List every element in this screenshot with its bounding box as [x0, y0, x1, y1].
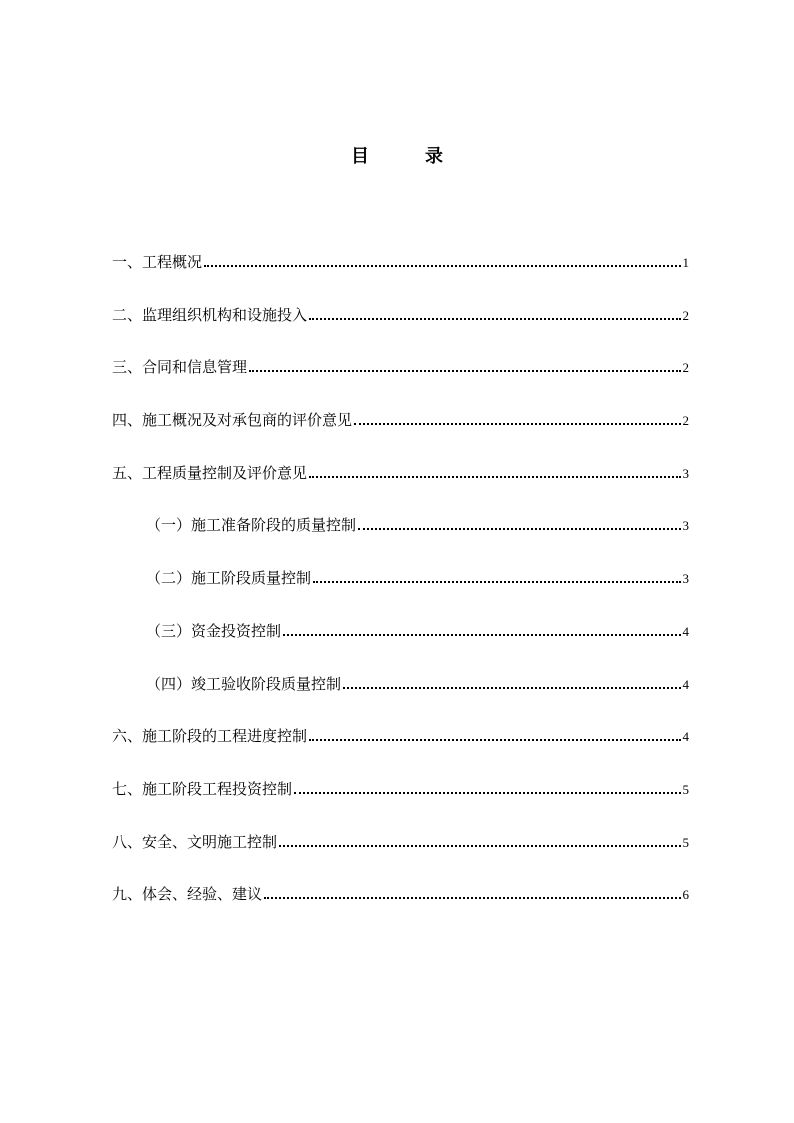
toc-entry-12[interactable]	[112, 799, 689, 852]
toc-entry-label: 三、合同和信息管理	[112, 358, 248, 377]
toc-dot-leader	[309, 318, 680, 320]
toc-entry-label: （四）竣工验收阶段质量控制	[146, 674, 342, 693]
toc-entry-9[interactable]	[112, 641, 689, 694]
toc-dot-leader	[294, 792, 680, 794]
toc-entry-label: 一、工程概况	[112, 253, 203, 271]
toc-dot-leader	[264, 897, 680, 899]
toc-dot-leader	[358, 528, 680, 530]
toc-entry-label: 五、工程质量控制及评价意见	[112, 463, 308, 482]
toc-entry-11[interactable]	[112, 746, 689, 799]
toc-list	[112, 246, 689, 904]
toc-entry-label: 六、施工阶段的工程进度控制	[112, 727, 308, 746]
toc-entry-4[interactable]	[112, 377, 689, 430]
toc-page-number: 4	[682, 676, 689, 692]
toc-page-number: 5	[682, 781, 689, 797]
toc-dot-leader	[283, 634, 680, 636]
toc-entry-label: （三）资金投资控制	[146, 621, 282, 640]
toc-dot-leader	[343, 687, 680, 689]
toc-entry-2[interactable]	[112, 272, 689, 325]
toc-dot-leader	[354, 423, 680, 425]
toc-dot-leader	[204, 265, 680, 267]
toc-entry-label: 四、施工概况及对承包商的评价意见	[112, 411, 353, 430]
toc-entry-8[interactable]	[112, 588, 689, 641]
toc-entry-label: 二、监理组织机构和设施投入	[112, 305, 308, 324]
toc-dot-leader	[309, 739, 680, 741]
toc-page-number: 3	[682, 518, 689, 534]
toc-dot-leader	[249, 370, 680, 372]
toc-page-number: 6	[682, 887, 689, 903]
toc-entry-10[interactable]	[112, 694, 689, 747]
toc-title-char-1: 目	[351, 146, 369, 167]
toc-entry-3[interactable]	[112, 325, 689, 378]
toc-dot-leader	[279, 845, 680, 847]
toc-dot-leader	[313, 581, 680, 583]
toc-entry-1[interactable]	[112, 246, 689, 272]
toc-page-number: 3	[682, 465, 689, 481]
toc-page-number: 2	[682, 360, 689, 376]
toc-entry-label: 七、施工阶段工程投资控制	[112, 779, 293, 798]
toc-entry-6[interactable]	[112, 483, 689, 536]
toc-entry-13[interactable]	[112, 852, 689, 905]
toc-page-number: 1	[682, 255, 689, 270]
toc-page-number: 2	[682, 307, 689, 323]
toc-page-number: 4	[682, 729, 689, 745]
toc-title	[0, 142, 794, 168]
toc-entry-label: （一）施工准备阶段的质量控制	[146, 516, 357, 535]
toc-page-number: 5	[682, 834, 689, 850]
toc-page-number: 3	[682, 571, 689, 587]
toc-entry-label: （二）施工阶段质量控制	[146, 569, 312, 588]
toc-dot-leader	[309, 476, 680, 478]
toc-title-char-2: 录	[425, 146, 443, 167]
toc-page-number: 2	[682, 413, 689, 429]
toc-entry-5[interactable]	[112, 430, 689, 483]
toc-entry-label: 九、体会、经验、建议	[112, 885, 263, 904]
toc-page-number: 4	[682, 623, 689, 639]
toc-entry-label: 八、安全、文明施工控制	[112, 832, 278, 851]
toc-entry-7[interactable]	[112, 535, 689, 588]
